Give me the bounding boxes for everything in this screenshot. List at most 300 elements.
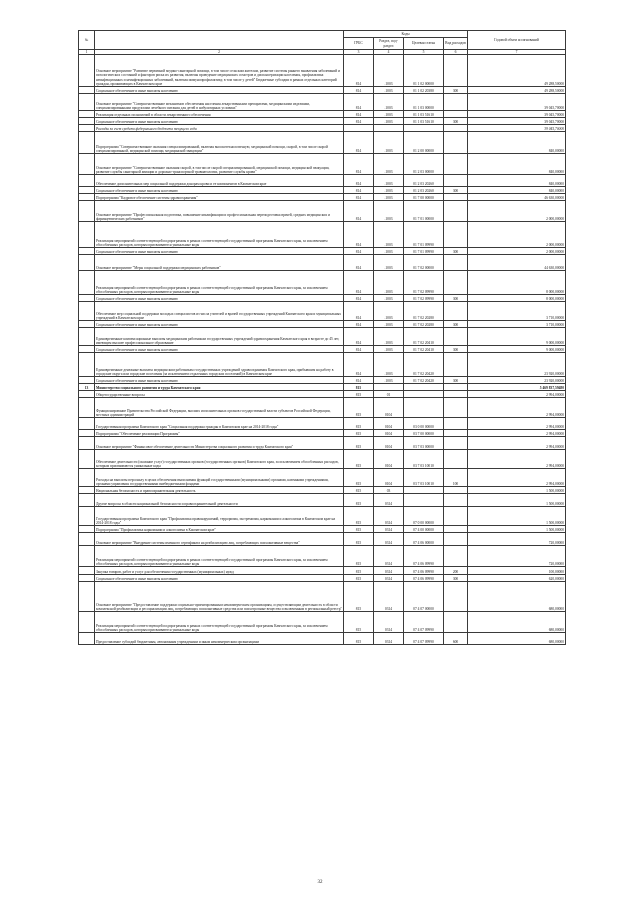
row-grbs: 815 bbox=[344, 494, 374, 507]
row-name: Основное мероприятие "Финансовое обеспечение деятельности Министерства социального развития и труда Камчатского края" bbox=[95, 437, 344, 450]
row-razdel bbox=[374, 384, 404, 391]
row-amount: 44 630,00000 bbox=[468, 255, 566, 271]
row-expense-type bbox=[444, 430, 468, 437]
row-expense-type: 300 bbox=[444, 377, 468, 384]
row-razdel: .1003 bbox=[374, 377, 404, 384]
header-vid: Вид расходов bbox=[444, 38, 468, 50]
row-number bbox=[79, 450, 95, 469]
row-name: Реализация мероприятий соответствующей подпрограммы в рамках соответствующей государственной программы Камчатского края, за исключением обособленных расходов, которым присваиваются уникальные коды bbox=[95, 546, 344, 567]
row-name: Социальное обеспечение и иные выплаты населению bbox=[95, 575, 344, 582]
row-razdel: .1003 bbox=[374, 302, 404, 321]
row-name: Министерство социального развития и труда Камчатского края bbox=[95, 384, 344, 391]
row-number bbox=[79, 391, 95, 398]
row-amount: 720,00000 bbox=[468, 546, 566, 567]
row-grbs: 814 bbox=[344, 118, 374, 125]
row-name: Обеспечение деятельности (оказание услуг) государственных органов (государственных органов) Камчатского края, за исключением обособленных расходов, которым присваиваются уникальные коды bbox=[95, 450, 344, 469]
row-target-article: 01 1 02 20380 bbox=[404, 87, 444, 94]
row-name: Национальная безопасность и правоохранительная деятельность bbox=[95, 487, 344, 494]
row-amount: 680,00000 bbox=[468, 582, 566, 612]
row-amount: 2 000,00000 bbox=[468, 201, 566, 222]
row-grbs: 814 bbox=[344, 295, 374, 302]
row-target-article: 01 7 00 00000 bbox=[404, 194, 444, 201]
table-row bbox=[79, 430, 566, 437]
table-row bbox=[79, 526, 566, 533]
row-amount: 1 500,00000 bbox=[468, 507, 566, 526]
row-name: Основное мероприятие "Внедрение системы именного сертификата на реабилитацию лиц, потребляющих психоактивные вещества" bbox=[95, 533, 344, 546]
row-number bbox=[79, 194, 95, 201]
row-name: Подпрограмма "Кадровое обеспечение системы здравоохранения" bbox=[95, 194, 344, 201]
table-row bbox=[79, 194, 566, 201]
row-razdel: .1003 bbox=[374, 87, 404, 94]
row-number bbox=[79, 295, 95, 302]
row-grbs: 814 bbox=[344, 187, 374, 194]
row-grbs: 815 bbox=[344, 612, 374, 633]
row-number bbox=[79, 494, 95, 507]
row-expense-type bbox=[444, 132, 468, 154]
row-expense-type: 300 bbox=[444, 295, 468, 302]
table-body bbox=[79, 55, 566, 645]
row-amount: 39 045,70000 bbox=[468, 125, 566, 132]
row-expense-type bbox=[444, 487, 468, 494]
row-name: Общегосударственные вопросы bbox=[95, 391, 344, 398]
row-grbs: 814 bbox=[344, 302, 374, 321]
row-amount: 46 630,00000 bbox=[468, 194, 566, 201]
row-expense-type bbox=[444, 201, 468, 222]
table-row bbox=[79, 418, 566, 430]
row-target-article: 01 7 02 20410 bbox=[404, 346, 444, 353]
row-name: Основное мероприятие "Профессиональная подготовка, повышение квалификации и профессиональная переподготовка врачей, средних медицинских и фармацевтических работников" bbox=[95, 201, 344, 222]
row-grbs: 814 bbox=[344, 132, 374, 154]
table-row bbox=[79, 567, 566, 575]
table-row bbox=[79, 154, 566, 175]
row-name: Основное мероприятие "Меры социальной поддержки медицинских работников" bbox=[95, 255, 344, 271]
row-target-article: 07 4 07 09990 bbox=[404, 612, 444, 633]
row-number bbox=[79, 154, 95, 175]
row-grbs: 815 bbox=[344, 575, 374, 582]
page-number: 32 bbox=[317, 880, 323, 885]
row-number bbox=[79, 487, 95, 494]
row-number bbox=[79, 546, 95, 567]
row-amount: 1 500,00000 bbox=[468, 526, 566, 533]
row-razdel: .1003 bbox=[374, 94, 404, 111]
row-grbs: 814 bbox=[344, 154, 374, 175]
row-target-article: 01 2 03 20260 bbox=[404, 187, 444, 194]
row-name: Социальное обеспечение и иные выплаты населению bbox=[95, 248, 344, 255]
row-expense-type bbox=[444, 194, 468, 201]
row-number bbox=[79, 187, 95, 194]
row-grbs: 814 bbox=[344, 87, 374, 94]
row-grbs: 814 bbox=[344, 94, 374, 111]
row-number bbox=[79, 222, 95, 248]
row-name: Социальное обеспечение и иные выплаты населению bbox=[95, 118, 344, 125]
row-expense-type bbox=[444, 437, 468, 450]
row-target-article: 01 2 03 00000 bbox=[404, 154, 444, 175]
row-name: Расходы за счет средств федерального бюджета текущего года bbox=[95, 125, 344, 132]
row-name: Расходы на выплаты персоналу в целях обеспечения выполнения функций государственными (муниципальными) органами, казенными учреждениями, органами управления государственными внебюджетными фондами bbox=[95, 469, 344, 487]
col-index: 6 bbox=[444, 50, 468, 55]
row-number: 13 bbox=[79, 384, 95, 391]
row-grbs: 815 bbox=[344, 567, 374, 575]
table-row bbox=[79, 302, 566, 321]
row-target-article: 03 7 00 00000 bbox=[404, 430, 444, 437]
row-number bbox=[79, 398, 95, 418]
row-razdel: 0314 bbox=[374, 567, 404, 575]
row-amount: 840,00000 bbox=[468, 175, 566, 187]
row-target-article: 07 4 00 00000 bbox=[404, 526, 444, 533]
row-expense-type bbox=[444, 255, 468, 271]
row-razdel: .1003 bbox=[374, 132, 404, 154]
row-expense-type bbox=[444, 222, 468, 248]
row-expense-type: 300 bbox=[444, 346, 468, 353]
table-row bbox=[79, 384, 566, 391]
row-expense-type bbox=[444, 125, 468, 132]
row-expense-type bbox=[444, 328, 468, 346]
header-grbs: ГРБС bbox=[344, 38, 374, 50]
budget-table bbox=[78, 30, 566, 645]
table-row bbox=[79, 55, 566, 87]
row-target-article: 01 1 03 00000 bbox=[404, 94, 444, 111]
row-razdel: .1003 bbox=[374, 154, 404, 175]
row-grbs: 814 bbox=[344, 377, 374, 384]
header-num: № bbox=[79, 31, 95, 50]
row-target-article: 01 7 02 20420 bbox=[404, 377, 444, 384]
row-name: Основное мероприятие "Предоставление поддержки социально-ориентированным некоммерческим организациям, осуществляющим деятельность в области комплексной реабилитации и ресоциализации лиц, потребляющих психоактивные средства или психотропные вещества и включенным в региональный реестр" bbox=[95, 582, 344, 612]
row-name: Социальное обеспечение и иные выплаты населению bbox=[95, 87, 344, 94]
table-row bbox=[79, 391, 566, 398]
row-name: Реализация мероприятий соответствующей подпрограммы в рамках соответствующей государственной программы Камчатского края, за исключением обособленных расходов, которым присваиваются уникальные коды bbox=[95, 222, 344, 248]
table-row bbox=[79, 321, 566, 328]
row-number bbox=[79, 201, 95, 222]
header-csr: Целевая статья bbox=[404, 38, 444, 50]
row-expense-type bbox=[444, 418, 468, 430]
row-razdel: 0314 bbox=[374, 526, 404, 533]
table-row bbox=[79, 450, 566, 469]
row-expense-type: 300 bbox=[444, 321, 468, 328]
row-amount: 2 994,00000 bbox=[468, 418, 566, 430]
row-target-article: 01 7 02 20280 bbox=[404, 321, 444, 328]
row-expense-type: 300 bbox=[444, 187, 468, 194]
row-amount: 9 000,00000 bbox=[468, 328, 566, 346]
row-amount: 620,00000 bbox=[468, 575, 566, 582]
table-row bbox=[79, 111, 566, 118]
row-razdel: 0314 bbox=[374, 633, 404, 645]
row-number bbox=[79, 302, 95, 321]
row-target-article bbox=[404, 398, 444, 418]
row-razdel: 0104 bbox=[374, 437, 404, 450]
row-amount: 2 994,00000 bbox=[468, 391, 566, 398]
row-name: Реализация мероприятий соответствующей подпрограммы в рамках соответствующей государственной программы Камчатского края, за исключением обособленных расходов, которым присваиваются уникальные коды bbox=[95, 612, 344, 633]
row-amount: 2 994,00000 bbox=[468, 437, 566, 450]
row-target-article: 07 4 06 09990 bbox=[404, 567, 444, 575]
row-number bbox=[79, 132, 95, 154]
row-amount: 39 045,70000 bbox=[468, 111, 566, 118]
row-grbs bbox=[344, 125, 374, 132]
row-target-article: 01 2 03 20260 bbox=[404, 175, 444, 187]
row-expense-type: 300 bbox=[444, 118, 468, 125]
row-amount: 680,00000 bbox=[468, 612, 566, 633]
row-amount: 2 994,00000 bbox=[468, 450, 566, 469]
row-expense-type bbox=[444, 111, 468, 118]
table-row bbox=[79, 175, 566, 187]
row-number bbox=[79, 418, 95, 430]
row-razdel: 0104 bbox=[374, 450, 404, 469]
row-number bbox=[79, 175, 95, 187]
row-name: Обеспечение дополнительных мер социальной поддержки донорам крови и ее компонентов в Камчатском крае bbox=[95, 175, 344, 187]
row-number bbox=[79, 582, 95, 612]
row-expense-type: 600 bbox=[444, 633, 468, 645]
row-razdel: 01 bbox=[374, 391, 404, 398]
table-row bbox=[79, 187, 566, 194]
row-grbs: 815 bbox=[344, 384, 374, 391]
row-target-article: 03 7 03 10010 bbox=[404, 450, 444, 469]
row-number bbox=[79, 612, 95, 633]
row-amount: 3 710,00000 bbox=[468, 321, 566, 328]
table-row bbox=[79, 533, 566, 546]
row-name: Подпрограмма "Профилактика наркомании и алкоголизма в Камчатском крае" bbox=[95, 526, 344, 533]
row-expense-type bbox=[444, 94, 468, 111]
row-grbs: 814 bbox=[344, 194, 374, 201]
row-razdel: .1003 bbox=[374, 353, 404, 377]
row-expense-type bbox=[444, 507, 468, 526]
row-target-article: 03 0 00 00000 bbox=[404, 418, 444, 430]
row-razdel: 0314 bbox=[374, 494, 404, 507]
row-number bbox=[79, 255, 95, 271]
row-name: Обеспечение мер социальной поддержки молодых специалистов из числа учителей и врачей государственных учреждений Камчатского края и муниципальных учреждений в Камчатском крае bbox=[95, 302, 344, 321]
row-name: Единовременные компенсационные выплаты медицинским работникам государственных учреждений здравоохранения Камчатского края в возрасте до 45 лет, имеющим высшее профессиональное образование bbox=[95, 328, 344, 346]
row-amount: 8 000,00000 bbox=[468, 271, 566, 295]
row-expense-type: 100 bbox=[444, 469, 468, 487]
row-grbs: 815 bbox=[344, 507, 374, 526]
row-name: Государственная программа Камчатского края "Профилактика правонарушений, терроризма, экстремизма, наркомании и алкоголизма в Камчатском крае на 2014-2018 годы" bbox=[95, 507, 344, 526]
row-number bbox=[79, 377, 95, 384]
row-amount: 23 920,00000 bbox=[468, 377, 566, 384]
header-codes: Коды bbox=[344, 31, 468, 38]
table-row bbox=[79, 248, 566, 255]
table-row bbox=[79, 125, 566, 132]
row-target-article: 01 7 02 20410 bbox=[404, 328, 444, 346]
col-index: 5 bbox=[404, 50, 444, 55]
row-target-article: 03 7 03 00000 bbox=[404, 437, 444, 450]
row-expense-type bbox=[444, 450, 468, 469]
table-row bbox=[79, 201, 566, 222]
table-row bbox=[79, 353, 566, 377]
row-target-article: 07 4 06 09990 bbox=[404, 546, 444, 567]
row-expense-type bbox=[444, 494, 468, 507]
row-expense-type bbox=[444, 55, 468, 87]
row-target-article bbox=[404, 494, 444, 507]
row-name: Функционирование Правительства Российской Федерации, высших исполнительных органов государственной власти субъектов Российской Федерации, местных администраций bbox=[95, 398, 344, 418]
row-grbs: 814 bbox=[344, 248, 374, 255]
row-name: Основное мероприятие "Совершенствование механизмов обеспечения населения лекарственными препаратами, медицинскими изделиями, специализированными продуктами лечебного питания для детей в амбулаторных условиях" bbox=[95, 94, 344, 111]
row-expense-type bbox=[444, 533, 468, 546]
row-amount: 1 500,00000 bbox=[468, 494, 566, 507]
row-number bbox=[79, 271, 95, 295]
table-row bbox=[79, 507, 566, 526]
row-number bbox=[79, 507, 95, 526]
row-target-article: 01 7 02 00000 bbox=[404, 255, 444, 271]
row-target-article: 01 1 03 51610 bbox=[404, 111, 444, 118]
row-grbs: 814 bbox=[344, 222, 374, 248]
row-number bbox=[79, 353, 95, 377]
row-amount: 49 288,50000 bbox=[468, 87, 566, 94]
row-razdel: .1003 bbox=[374, 187, 404, 194]
row-target-article bbox=[404, 487, 444, 494]
row-razdel: .1003 bbox=[374, 271, 404, 295]
row-amount: 840,00000 bbox=[468, 187, 566, 194]
row-target-article: 01 7 01 09990 bbox=[404, 222, 444, 248]
row-razdel: 0314 bbox=[374, 575, 404, 582]
row-target-article bbox=[404, 384, 444, 391]
row-grbs: 814 bbox=[344, 111, 374, 118]
table-row bbox=[79, 575, 566, 582]
row-grbs: 814 bbox=[344, 346, 374, 353]
row-razdel: 03 bbox=[374, 487, 404, 494]
row-target-article: 03 7 03 10010 bbox=[404, 469, 444, 487]
table-row bbox=[79, 328, 566, 346]
table-row bbox=[79, 295, 566, 302]
row-grbs: 815 bbox=[344, 437, 374, 450]
row-grbs: 814 bbox=[344, 328, 374, 346]
row-amount: 39 045,70000 bbox=[468, 118, 566, 125]
table-row bbox=[79, 437, 566, 450]
row-name: Подпрограмма "Обеспечение реализации Программы" bbox=[95, 430, 344, 437]
row-razdel: .1003 bbox=[374, 346, 404, 353]
col-index: 7 bbox=[468, 50, 566, 55]
row-grbs: 814 bbox=[344, 271, 374, 295]
table-row bbox=[79, 271, 566, 295]
row-expense-type bbox=[444, 353, 468, 377]
row-number bbox=[79, 118, 95, 125]
row-name: Основное мероприятие "Совершенствование оказания скорой, в том числе скорой специализированной, медицинской помощи, медицинской эвакуации, развитие службы санитарной авиации и дорожно-транспортной травматологии, развитие службы крови" bbox=[95, 154, 344, 175]
row-target-article: 07 4 07 00000 bbox=[404, 582, 444, 612]
row-name: Социальное обеспечение и иные выплаты населению bbox=[95, 187, 344, 194]
row-target-article: 01 1 03 51610 bbox=[404, 118, 444, 125]
row-target-article: 07 4 06 09990 bbox=[404, 575, 444, 582]
row-razdel: 0104 bbox=[374, 398, 404, 418]
row-expense-type bbox=[444, 384, 468, 391]
table-row bbox=[79, 398, 566, 418]
row-razdel: 0314 bbox=[374, 546, 404, 567]
row-expense-type bbox=[444, 391, 468, 398]
row-amount: 840,00000 bbox=[468, 154, 566, 175]
row-razdel: .1003 bbox=[374, 255, 404, 271]
header-sum: Годовой объем ассигнований bbox=[468, 31, 566, 50]
row-name: Социальное обеспечение и иные выплаты населению bbox=[95, 321, 344, 328]
row-expense-type: 300 bbox=[444, 248, 468, 255]
table-row bbox=[79, 469, 566, 487]
table-row bbox=[79, 546, 566, 567]
row-number bbox=[79, 575, 95, 582]
row-expense-type bbox=[444, 271, 468, 295]
row-target-article: 01 7 01 09990 bbox=[404, 248, 444, 255]
row-expense-type: 200 bbox=[444, 567, 468, 575]
row-amount: 680,00000 bbox=[468, 633, 566, 645]
row-razdel bbox=[374, 125, 404, 132]
row-razdel: .1003 bbox=[374, 295, 404, 302]
row-grbs: 814 bbox=[344, 255, 374, 271]
row-grbs: 815 bbox=[344, 526, 374, 533]
table-row bbox=[79, 377, 566, 384]
row-amount: 2 000,00000 bbox=[468, 248, 566, 255]
row-amount: 23 920,00000 bbox=[468, 353, 566, 377]
row-expense-type: 300 bbox=[444, 87, 468, 94]
row-name: Закупка товаров, работ и услуг для обеспечения государственных (муниципальных) нужд bbox=[95, 567, 344, 575]
row-grbs: 815 bbox=[344, 546, 374, 567]
row-amount: 39 045,70000 bbox=[468, 94, 566, 111]
table-row bbox=[79, 494, 566, 507]
row-number bbox=[79, 469, 95, 487]
row-razdel: .1003 bbox=[374, 222, 404, 248]
row-amount: 100,00000 bbox=[468, 567, 566, 575]
row-amount: 49 288,50000 bbox=[468, 55, 566, 87]
row-target-article bbox=[404, 125, 444, 132]
row-razdel: .1003 bbox=[374, 248, 404, 255]
row-target-article: 01 2 00 00000 bbox=[404, 132, 444, 154]
row-target-article: 01 7 02 09990 bbox=[404, 271, 444, 295]
table-row bbox=[79, 487, 566, 494]
table-row bbox=[79, 87, 566, 94]
row-amount: 840,00000 bbox=[468, 132, 566, 154]
row-name: Социальное обеспечение и иные выплаты населению bbox=[95, 346, 344, 353]
row-number bbox=[79, 248, 95, 255]
col-index: 1 bbox=[79, 50, 95, 55]
row-expense-type bbox=[444, 612, 468, 633]
row-target-article: 01 7 01 00000 bbox=[404, 201, 444, 222]
row-razdel: 0314 bbox=[374, 507, 404, 526]
row-number bbox=[79, 430, 95, 437]
row-number bbox=[79, 125, 95, 132]
row-expense-type bbox=[444, 546, 468, 567]
row-name: Социальное обеспечение и иные выплаты населению bbox=[95, 377, 344, 384]
table-row bbox=[79, 118, 566, 125]
row-target-article: 01 1 02 00000 bbox=[404, 55, 444, 87]
row-grbs: 815 bbox=[344, 398, 374, 418]
row-name: Основное мероприятие "Развитие первичной медико-санитарной помощи, в том числе сельским жителям, развитие системы раннего выявления заболеваний и патологических состояний и факторов риска их развития, включая проведение медицинских осмотров и диспансеризации населения, профилактика неинфекционных и неинфекционных заболеваний, включая иммунопрофилактику, в том числе у детей" Бюджетные субсидии в рамках отдельных категорий граждан, проживающих в Камчатском крае bbox=[95, 55, 344, 87]
row-grbs: 815 bbox=[344, 469, 374, 487]
row-expense-type bbox=[444, 154, 468, 175]
row-name: Реализация отдельных полномочий в области лекарственного обеспечения bbox=[95, 111, 344, 118]
col-index: 4 bbox=[374, 50, 404, 55]
row-grbs: 815 bbox=[344, 418, 374, 430]
table-row bbox=[79, 255, 566, 271]
col-index: 3 bbox=[344, 50, 374, 55]
row-amount: 9 000,00000 bbox=[468, 346, 566, 353]
row-razdel: 0104 bbox=[374, 418, 404, 430]
row-grbs: 815 bbox=[344, 582, 374, 612]
row-razdel: .1003 bbox=[374, 118, 404, 125]
row-razdel: .1003 bbox=[374, 201, 404, 222]
row-name: Предоставление субсидий бюджетным, автономным учреждениям и иным некоммерческим организациям bbox=[95, 633, 344, 645]
table-row bbox=[79, 582, 566, 612]
row-number bbox=[79, 87, 95, 94]
row-target-article: 01 7 02 09990 bbox=[404, 295, 444, 302]
row-target-article bbox=[404, 391, 444, 398]
row-number bbox=[79, 111, 95, 118]
row-target-article: 01 7 02 20280 bbox=[404, 302, 444, 321]
row-number bbox=[79, 533, 95, 546]
row-name: Реализация мероприятий соответствующей подпрограммы в рамках соответствующей государственной программы Камчатского края, за исключением обособленных расходов, которым присваиваются уникальные коды bbox=[95, 271, 344, 295]
row-razdel: .1003 bbox=[374, 55, 404, 87]
row-grbs: 815 bbox=[344, 430, 374, 437]
row-expense-type: 300 bbox=[444, 575, 468, 582]
row-razdel: 0104 bbox=[374, 469, 404, 487]
row-target-article: 01 7 02 20420 bbox=[404, 353, 444, 377]
header-razdel: Раздел, под-раздел bbox=[374, 38, 404, 50]
row-expense-type bbox=[444, 582, 468, 612]
row-razdel: .1003 bbox=[374, 321, 404, 328]
row-razdel: .1003 bbox=[374, 175, 404, 187]
row-grbs: 814 bbox=[344, 353, 374, 377]
